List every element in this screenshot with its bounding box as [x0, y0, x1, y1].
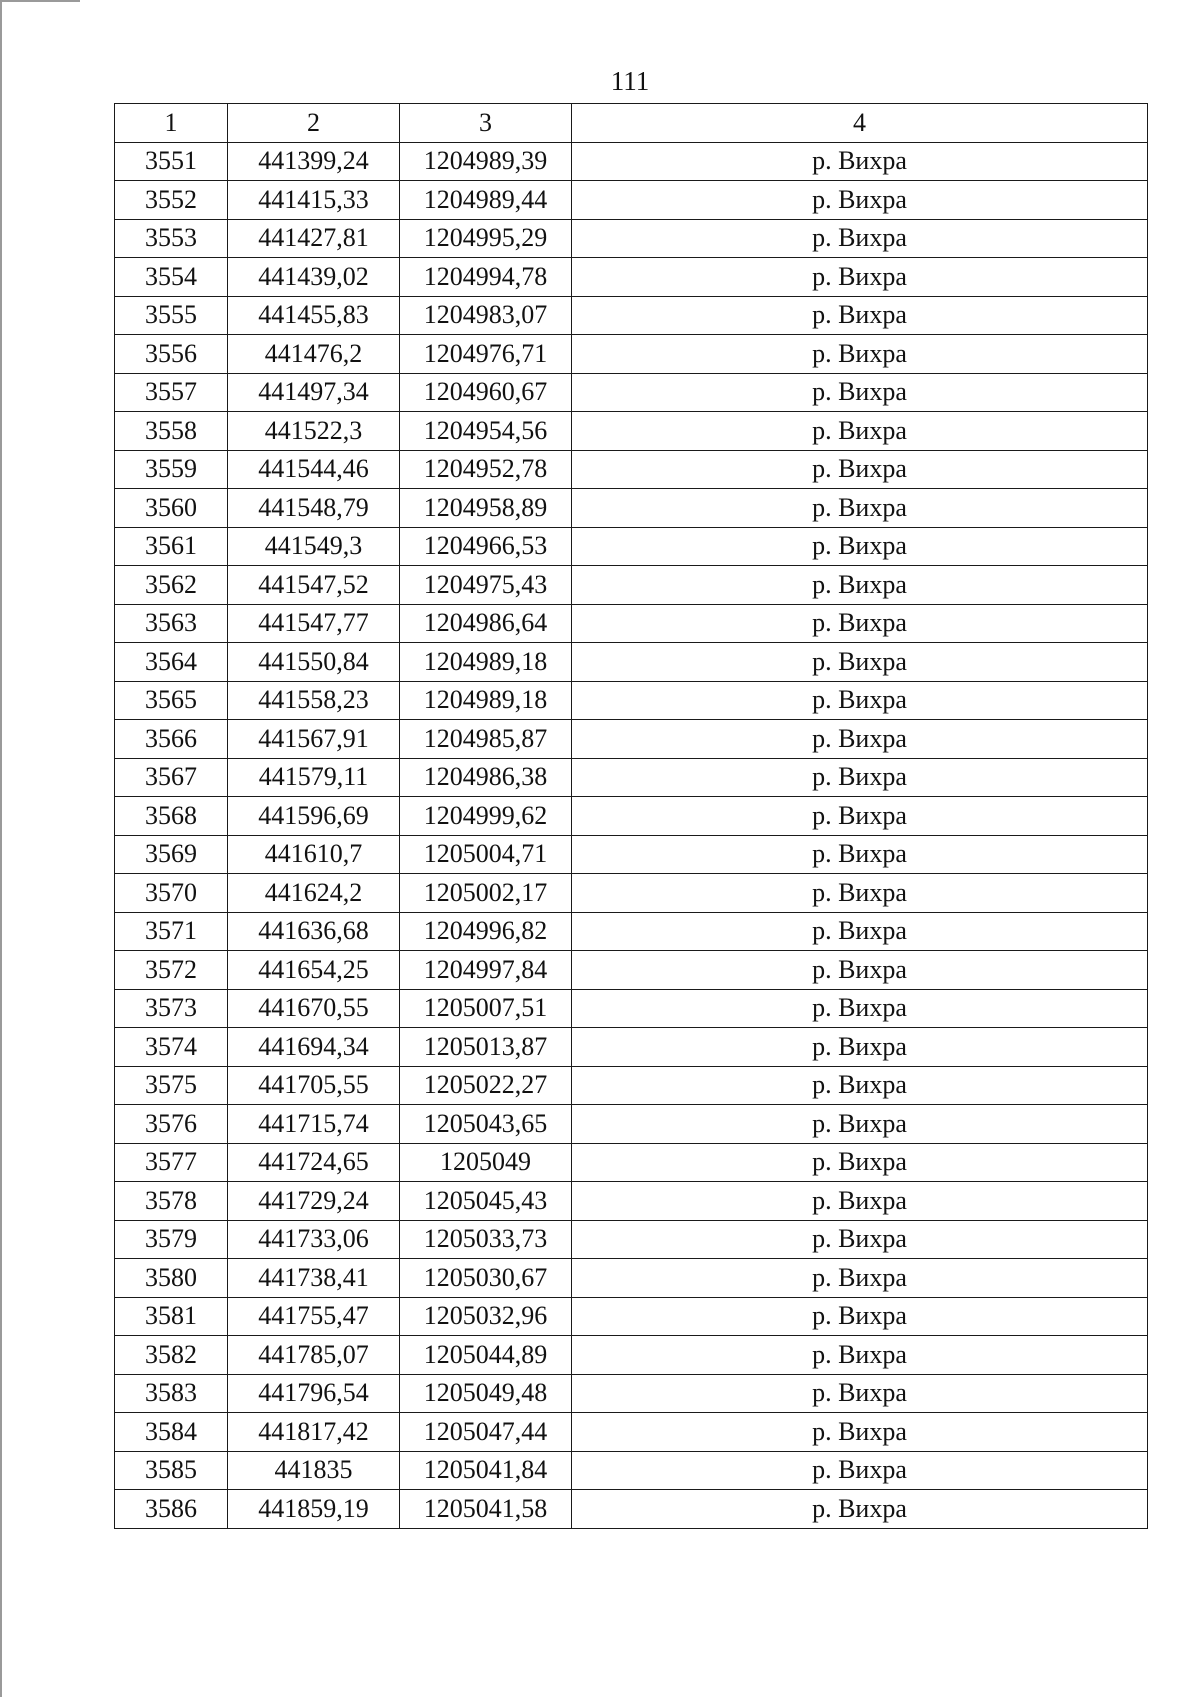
- table-row: [115, 797, 1148, 836]
- point-number-cell: 3582: [115, 1336, 228, 1375]
- y-coordinate-cell: 1205022,27: [400, 1066, 572, 1105]
- y-coordinate-cell: 1204986,38: [400, 758, 572, 797]
- description-cell: р. Вихра: [572, 1374, 1148, 1413]
- x-coordinate-cell: 441738,41: [228, 1259, 400, 1298]
- point-number-cell: 3575: [115, 1066, 228, 1105]
- point-number-cell: 3554: [115, 258, 228, 297]
- x-coordinate-cell: 441497,34: [228, 373, 400, 412]
- column-header-1: 1: [115, 104, 228, 143]
- description-cell: р. Вихра: [572, 1220, 1148, 1259]
- point-number-cell: 3586: [115, 1490, 228, 1529]
- point-number-cell: 3581: [115, 1297, 228, 1336]
- y-coordinate-cell: 1205047,44: [400, 1413, 572, 1452]
- point-number-cell: 3573: [115, 989, 228, 1028]
- y-coordinate-cell: 1204960,67: [400, 373, 572, 412]
- x-coordinate-cell: 441596,69: [228, 797, 400, 836]
- point-number-cell: 3566: [115, 720, 228, 759]
- description-cell: р. Вихра: [572, 258, 1148, 297]
- point-number-cell: 3577: [115, 1143, 228, 1182]
- table-row: [115, 527, 1148, 566]
- y-coordinate-cell: 1205045,43: [400, 1182, 572, 1221]
- point-number-cell: 3551: [115, 142, 228, 181]
- x-coordinate-cell: 441785,07: [228, 1336, 400, 1375]
- point-number-cell: 3583: [115, 1374, 228, 1413]
- table-row: [115, 874, 1148, 913]
- point-number-cell: 3553: [115, 219, 228, 258]
- y-coordinate-cell: 1205030,67: [400, 1259, 572, 1298]
- y-coordinate-cell: 1205002,17: [400, 874, 572, 913]
- description-cell: р. Вихра: [572, 1182, 1148, 1221]
- table-row: [115, 1451, 1148, 1490]
- y-coordinate-cell: 1205049,48: [400, 1374, 572, 1413]
- point-number-cell: 3568: [115, 797, 228, 836]
- point-number-cell: 3552: [115, 181, 228, 220]
- table-row: [115, 758, 1148, 797]
- x-coordinate-cell: 441654,25: [228, 951, 400, 990]
- y-coordinate-cell: 1205041,84: [400, 1451, 572, 1490]
- point-number-cell: 3560: [115, 489, 228, 528]
- description-cell: р. Вихра: [572, 489, 1148, 528]
- y-coordinate-cell: 1204983,07: [400, 296, 572, 335]
- y-coordinate-cell: 1205043,65: [400, 1105, 572, 1144]
- y-coordinate-cell: 1205013,87: [400, 1028, 572, 1067]
- description-cell: р. Вихра: [572, 1105, 1148, 1144]
- x-coordinate-cell: 441715,74: [228, 1105, 400, 1144]
- x-coordinate-cell: 441476,2: [228, 335, 400, 374]
- point-number-cell: 3567: [115, 758, 228, 797]
- x-coordinate-cell: 441547,52: [228, 566, 400, 605]
- table-row: [115, 1028, 1148, 1067]
- y-coordinate-cell: 1204952,78: [400, 450, 572, 489]
- description-cell: р. Вихра: [572, 797, 1148, 836]
- description-cell: р. Вихра: [572, 835, 1148, 874]
- y-coordinate-cell: 1204999,62: [400, 797, 572, 836]
- table-row: [115, 566, 1148, 605]
- y-coordinate-cell: 1205033,73: [400, 1220, 572, 1259]
- x-coordinate-cell: 441522,3: [228, 412, 400, 451]
- y-coordinate-cell: 1204995,29: [400, 219, 572, 258]
- description-cell: р. Вихра: [572, 373, 1148, 412]
- table-row: [115, 142, 1148, 181]
- table-row: [115, 1336, 1148, 1375]
- description-cell: р. Вихра: [572, 1259, 1148, 1298]
- x-coordinate-cell: 441550,84: [228, 643, 400, 682]
- description-cell: р. Вихра: [572, 181, 1148, 220]
- x-coordinate-cell: 441547,77: [228, 604, 400, 643]
- description-cell: р. Вихра: [572, 989, 1148, 1028]
- scan-edge-left: [0, 0, 2, 1697]
- point-number-cell: 3584: [115, 1413, 228, 1452]
- point-number-cell: 3578: [115, 1182, 228, 1221]
- description-cell: р. Вихра: [572, 758, 1148, 797]
- y-coordinate-cell: 1204989,18: [400, 643, 572, 682]
- x-coordinate-cell: 441558,23: [228, 681, 400, 720]
- x-coordinate-cell: 441729,24: [228, 1182, 400, 1221]
- x-coordinate-cell: 441694,34: [228, 1028, 400, 1067]
- y-coordinate-cell: 1204976,71: [400, 335, 572, 374]
- table-row: [115, 412, 1148, 451]
- table-row: [115, 219, 1148, 258]
- x-coordinate-cell: 441455,83: [228, 296, 400, 335]
- description-cell: р. Вихра: [572, 142, 1148, 181]
- table-row: [115, 1259, 1148, 1298]
- y-coordinate-cell: 1205049: [400, 1143, 572, 1182]
- description-cell: р. Вихра: [572, 874, 1148, 913]
- description-cell: р. Вихра: [572, 566, 1148, 605]
- x-coordinate-cell: 441610,7: [228, 835, 400, 874]
- x-coordinate-cell: 441796,54: [228, 1374, 400, 1413]
- table-row: [115, 1374, 1148, 1413]
- point-number-cell: 3555: [115, 296, 228, 335]
- y-coordinate-cell: 1205004,71: [400, 835, 572, 874]
- table-row: [115, 258, 1148, 297]
- table-row: [115, 373, 1148, 412]
- table-row: [115, 1413, 1148, 1452]
- x-coordinate-cell: 441549,3: [228, 527, 400, 566]
- scan-edge-top: [0, 0, 80, 2]
- point-number-cell: 3557: [115, 373, 228, 412]
- point-number-cell: 3569: [115, 835, 228, 874]
- table-row: [115, 835, 1148, 874]
- y-coordinate-cell: 1205044,89: [400, 1336, 572, 1375]
- description-cell: р. Вихра: [572, 1028, 1148, 1067]
- y-coordinate-cell: 1204954,56: [400, 412, 572, 451]
- y-coordinate-cell: 1204966,53: [400, 527, 572, 566]
- y-coordinate-cell: 1205032,96: [400, 1297, 572, 1336]
- x-coordinate-cell: 441544,46: [228, 450, 400, 489]
- y-coordinate-cell: 1205007,51: [400, 989, 572, 1028]
- y-coordinate-cell: 1204986,64: [400, 604, 572, 643]
- x-coordinate-cell: 441835: [228, 1451, 400, 1490]
- y-coordinate-cell: 1204994,78: [400, 258, 572, 297]
- description-cell: р. Вихра: [572, 912, 1148, 951]
- x-coordinate-cell: 441624,2: [228, 874, 400, 913]
- page-number: 111: [610, 66, 650, 96]
- point-number-cell: 3563: [115, 604, 228, 643]
- x-coordinate-cell: 441724,65: [228, 1143, 400, 1182]
- description-cell: р. Вихра: [572, 720, 1148, 759]
- table-row: [115, 604, 1148, 643]
- description-cell: р. Вихра: [572, 527, 1148, 566]
- x-coordinate-cell: 441548,79: [228, 489, 400, 528]
- y-coordinate-cell: 1204989,39: [400, 142, 572, 181]
- coordinates-table: [114, 103, 1148, 1529]
- column-header-4: 4: [572, 104, 1148, 143]
- y-coordinate-cell: 1204989,44: [400, 181, 572, 220]
- table-row: [115, 951, 1148, 990]
- description-cell: р. Вихра: [572, 681, 1148, 720]
- x-coordinate-cell: 441636,68: [228, 912, 400, 951]
- y-coordinate-cell: 1205041,58: [400, 1490, 572, 1529]
- description-cell: р. Вихра: [572, 1336, 1148, 1375]
- table-row: [115, 335, 1148, 374]
- table-row: [115, 989, 1148, 1028]
- x-coordinate-cell: 441579,11: [228, 758, 400, 797]
- table-row: [115, 1220, 1148, 1259]
- table-header-row: [115, 104, 1148, 143]
- table-row: [115, 1105, 1148, 1144]
- description-cell: р. Вихра: [572, 296, 1148, 335]
- point-number-cell: 3585: [115, 1451, 228, 1490]
- description-cell: р. Вихра: [572, 604, 1148, 643]
- column-header-2: 2: [228, 104, 400, 143]
- description-cell: р. Вихра: [572, 1143, 1148, 1182]
- description-cell: р. Вихра: [572, 412, 1148, 451]
- y-coordinate-cell: 1204996,82: [400, 912, 572, 951]
- table-row: [115, 296, 1148, 335]
- description-cell: р. Вихра: [572, 951, 1148, 990]
- point-number-cell: 3559: [115, 450, 228, 489]
- point-number-cell: 3558: [115, 412, 228, 451]
- point-number-cell: 3572: [115, 951, 228, 990]
- point-number-cell: 3565: [115, 681, 228, 720]
- point-number-cell: 3579: [115, 1220, 228, 1259]
- x-coordinate-cell: 441817,42: [228, 1413, 400, 1452]
- table-row: [115, 681, 1148, 720]
- description-cell: р. Вихра: [572, 643, 1148, 682]
- description-cell: р. Вихра: [572, 335, 1148, 374]
- x-coordinate-cell: 441399,24: [228, 142, 400, 181]
- table-row: [115, 1490, 1148, 1529]
- description-cell: р. Вихра: [572, 450, 1148, 489]
- table-row: [115, 450, 1148, 489]
- description-cell: р. Вихра: [572, 1413, 1148, 1452]
- x-coordinate-cell: 441415,33: [228, 181, 400, 220]
- table-row: [115, 1066, 1148, 1105]
- y-coordinate-cell: 1204989,18: [400, 681, 572, 720]
- y-coordinate-cell: 1204958,89: [400, 489, 572, 528]
- table-row: [115, 720, 1148, 759]
- x-coordinate-cell: 441567,91: [228, 720, 400, 759]
- point-number-cell: 3561: [115, 527, 228, 566]
- description-cell: р. Вихра: [572, 1490, 1148, 1529]
- description-cell: р. Вихра: [572, 1297, 1148, 1336]
- x-coordinate-cell: 441427,81: [228, 219, 400, 258]
- table-body: [115, 142, 1148, 1528]
- x-coordinate-cell: 441733,06: [228, 1220, 400, 1259]
- point-number-cell: 3576: [115, 1105, 228, 1144]
- x-coordinate-cell: 441439,02: [228, 258, 400, 297]
- table-row: [115, 1182, 1148, 1221]
- table-row: [115, 181, 1148, 220]
- y-coordinate-cell: 1204985,87: [400, 720, 572, 759]
- point-number-cell: 3562: [115, 566, 228, 605]
- y-coordinate-cell: 1204975,43: [400, 566, 572, 605]
- table-row: [115, 1143, 1148, 1182]
- point-number-cell: 3574: [115, 1028, 228, 1067]
- point-number-cell: 3580: [115, 1259, 228, 1298]
- description-cell: р. Вихра: [572, 219, 1148, 258]
- x-coordinate-cell: 441670,55: [228, 989, 400, 1028]
- y-coordinate-cell: 1204997,84: [400, 951, 572, 990]
- table-row: [115, 912, 1148, 951]
- column-header-3: 3: [400, 104, 572, 143]
- table-row: [115, 489, 1148, 528]
- point-number-cell: 3571: [115, 912, 228, 951]
- table-row: [115, 1297, 1148, 1336]
- table-row: [115, 643, 1148, 682]
- x-coordinate-cell: 441705,55: [228, 1066, 400, 1105]
- x-coordinate-cell: 441859,19: [228, 1490, 400, 1529]
- description-cell: р. Вихра: [572, 1451, 1148, 1490]
- description-cell: р. Вихра: [572, 1066, 1148, 1105]
- point-number-cell: 3556: [115, 335, 228, 374]
- point-number-cell: 3570: [115, 874, 228, 913]
- x-coordinate-cell: 441755,47: [228, 1297, 400, 1336]
- point-number-cell: 3564: [115, 643, 228, 682]
